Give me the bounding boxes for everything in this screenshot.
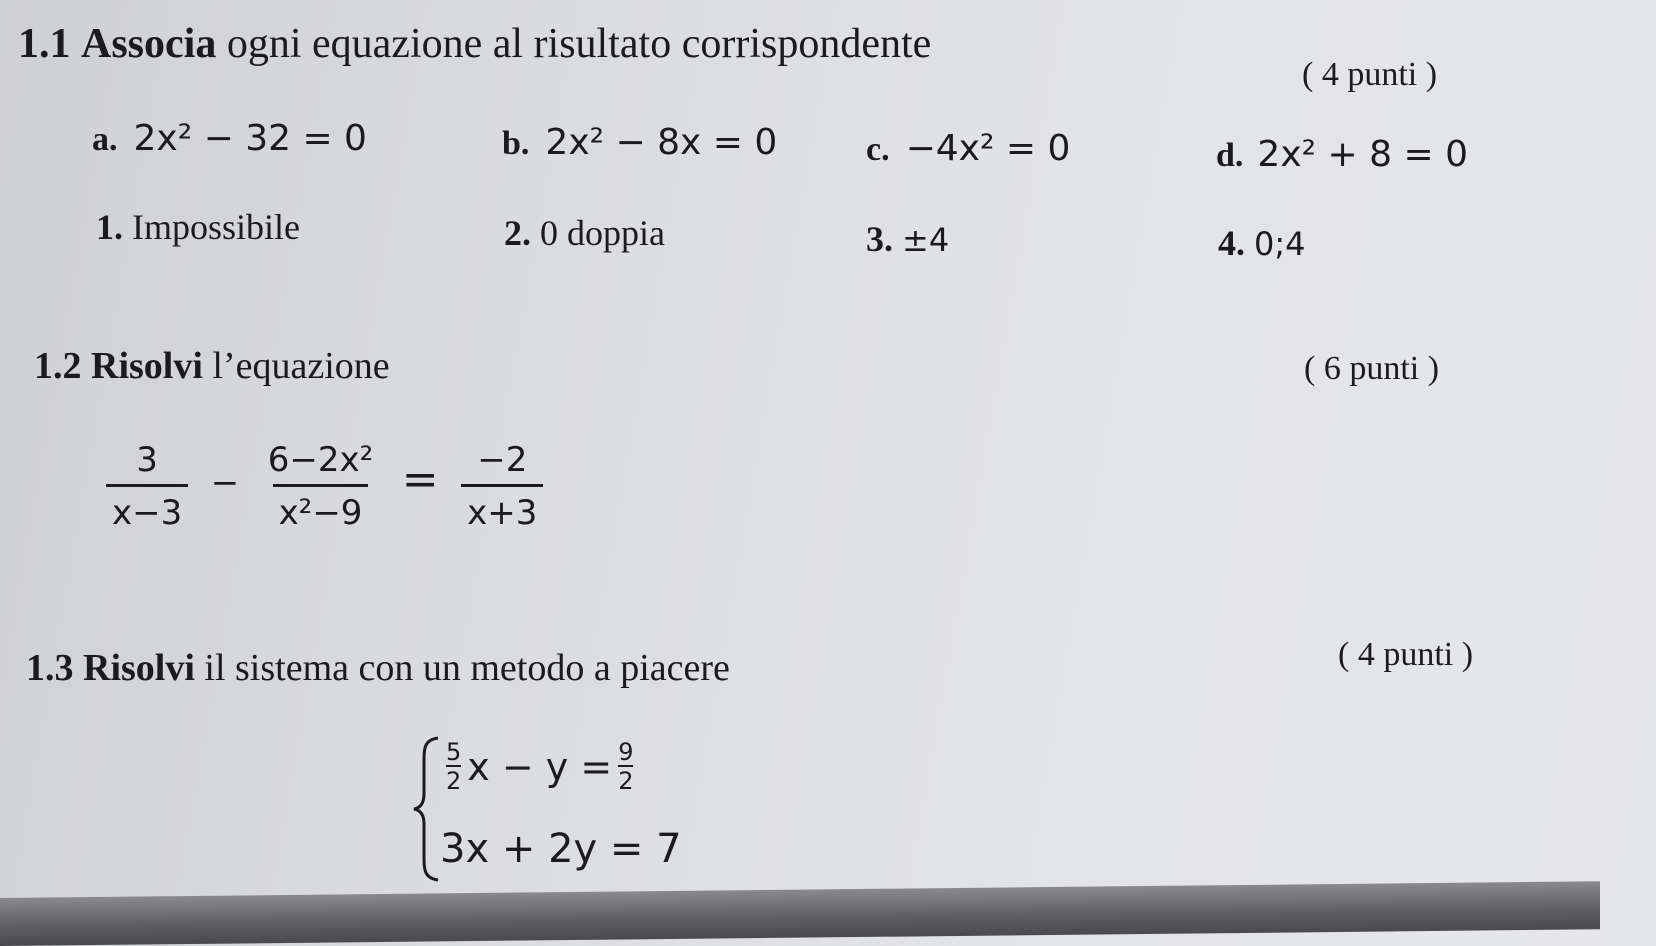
equation-a-label: a. xyxy=(92,121,118,158)
equation-a-expr: 2x² − 32 = 0 xyxy=(133,118,367,159)
result-4-label: 4. xyxy=(1218,223,1245,263)
eq1-rhs-den: 2 xyxy=(618,767,634,796)
fraction-2-numerator: 6−2x² xyxy=(267,440,374,480)
page-edge-shadow xyxy=(0,881,1600,946)
equation-c-label: c. xyxy=(866,131,890,168)
q2-points: ( 6 punti ) xyxy=(1304,350,1440,387)
result-3-text: ±4 xyxy=(902,221,950,259)
q3-points: ( 4 punti ) xyxy=(1338,636,1474,673)
q1-number: 1.1 xyxy=(18,21,71,67)
q1-equation-b xyxy=(502,122,777,163)
equation-b-expr: 2x² − 8x = 0 xyxy=(545,122,778,163)
fraction-2 xyxy=(262,440,380,533)
q2-equation xyxy=(106,440,543,533)
result-4-text: 0;4 xyxy=(1254,225,1306,263)
eq1-coefficient xyxy=(446,740,461,794)
q1-result-4 xyxy=(1218,222,1306,264)
equation-d-label: d. xyxy=(1216,137,1244,174)
q1-equation-c xyxy=(866,128,1070,169)
eq1-rhs xyxy=(618,740,633,794)
q2-instructions: l’equazione xyxy=(212,345,390,387)
result-2-label: 2. xyxy=(504,213,531,253)
system-equation-2: 3x + 2y = 7 xyxy=(440,826,682,872)
fraction-2-denominator: x²−9 xyxy=(273,484,369,533)
q2-number: 1.2 xyxy=(34,345,82,387)
result-1-label: 1. xyxy=(96,207,123,247)
q3-instructions: il sistema con un metodo a piacere xyxy=(204,647,730,689)
system-brace xyxy=(410,734,444,884)
equals-sign: = xyxy=(401,454,439,506)
q1-result-3 xyxy=(866,218,949,260)
fraction-1-denominator: x−3 xyxy=(106,484,188,533)
fraction-3-denominator: x+3 xyxy=(461,484,543,533)
q1-verb: Associa xyxy=(81,21,217,67)
q3-heading xyxy=(26,646,730,690)
q2-heading xyxy=(34,344,390,388)
q1-points: ( 4 punti ) xyxy=(1302,56,1438,93)
q1-heading xyxy=(18,20,931,68)
result-2-text: 0 doppia xyxy=(540,213,665,253)
minus-sign: − xyxy=(210,463,240,504)
q3-verb: Risolvi xyxy=(83,647,195,689)
system-equation-1 xyxy=(446,740,633,794)
fraction-1 xyxy=(106,440,188,533)
result-3-label: 3. xyxy=(866,219,893,259)
equation-b-label: b. xyxy=(502,125,530,162)
eq1-middle: x − y = xyxy=(467,745,613,790)
fraction-3 xyxy=(461,440,543,533)
fraction-1-numerator: 3 xyxy=(136,440,158,480)
eq1-rhs-num: 9 xyxy=(618,738,634,766)
q1-instructions: ogni equazione al risultato corrispondente xyxy=(226,21,932,67)
eq1-coefficient-den: 2 xyxy=(446,767,462,796)
q1-equation-a xyxy=(92,118,367,159)
fraction-3-numerator: −2 xyxy=(477,440,528,480)
q3-number: 1.3 xyxy=(26,647,74,689)
equation-d-expr: 2x² + 8 = 0 xyxy=(1257,134,1468,175)
result-1-text: Impossibile xyxy=(132,207,300,247)
q1-result-1 xyxy=(96,206,300,248)
q1-result-2 xyxy=(504,212,665,254)
eq1-coefficient-num: 5 xyxy=(446,738,462,766)
q1-equation-d xyxy=(1216,134,1468,175)
equation-c-expr: −4x² = 0 xyxy=(905,128,1071,169)
q2-verb: Risolvi xyxy=(91,345,203,387)
